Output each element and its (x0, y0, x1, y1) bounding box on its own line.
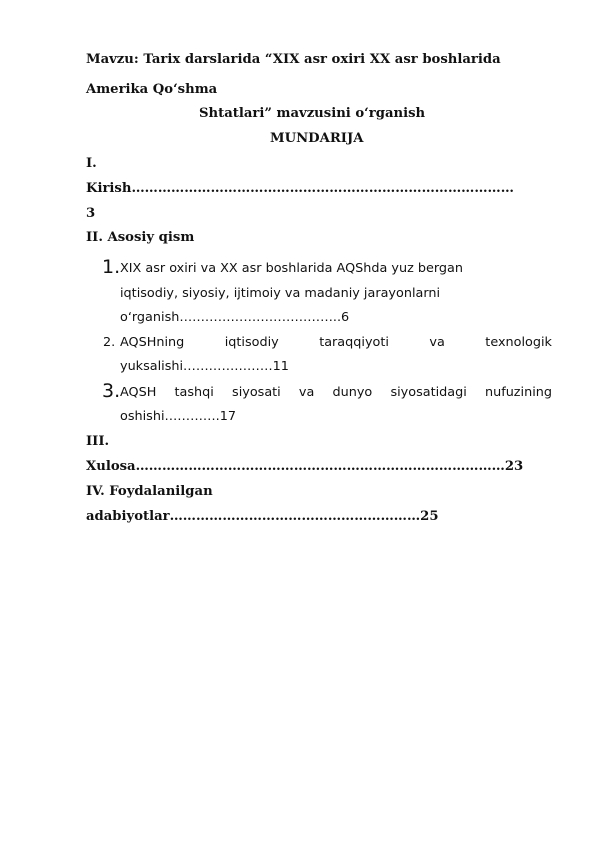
intro-roman: I. (86, 156, 97, 171)
item-2-word: taraqqiyoti (319, 335, 389, 350)
item-2-line-1 (120, 334, 552, 352)
item-3-word: siyosatidagi (390, 385, 467, 400)
item-3-word: va (298, 385, 315, 400)
main-part-heading: II. Asosiy qism (86, 230, 195, 245)
item-3-line-1 (120, 384, 552, 402)
conclusion-roman: III. (86, 434, 110, 449)
item-3-word: dunyo (332, 385, 373, 400)
item-3-word: nufuzining (484, 385, 552, 400)
intro-entry: Kirish…………………………………………………………………………… (86, 181, 514, 196)
item-2-word: texnologik (485, 335, 552, 350)
references-entry: adabiyotlar…………………………………………………25 (86, 509, 439, 524)
item-2-number: 2. (103, 335, 116, 350)
toc-heading: MUNDARIJA (270, 131, 364, 146)
title-line-3: Shtatlari” mavzusini o‘rganish (199, 106, 426, 121)
item-2-word: iqtisodiy (224, 335, 279, 350)
intro-page: 3 (86, 206, 96, 221)
item-3-word: AQSH (120, 385, 157, 400)
item-1-number: 1. (102, 256, 121, 278)
item-3-number: 3. (102, 380, 121, 402)
conclusion-entry: Xulosa…………………………………………………………………………23 (86, 459, 524, 474)
item-2-line-2: yuksalishi…………………11 (120, 359, 289, 374)
title-line-1: Mavzu: Tarix darslarida “XIX asr oxiri XX asr boshlarida (86, 52, 501, 67)
item-3-word: tashqi (174, 385, 214, 400)
references-line-1: IV. Foydalanilgan (86, 484, 213, 499)
item-2-word: AQSHning (120, 335, 185, 350)
item-1-line-1: XIX asr oxiri va XX asr boshlarida AQShda yuz bergan (120, 261, 464, 276)
item-1-line-2: iqtisodiy, siyosiy, ijtimoiy va madaniy jarayonlarni (120, 286, 441, 301)
item-3-word: siyosati (232, 385, 281, 400)
item-1-line-3: o‘rganish………………………………..6 (120, 310, 350, 325)
item-2-word: va (429, 335, 445, 350)
item-3-line-2: oshishi………….17 (120, 409, 237, 424)
title-line-2: Amerika Qo‘shma (86, 82, 218, 97)
